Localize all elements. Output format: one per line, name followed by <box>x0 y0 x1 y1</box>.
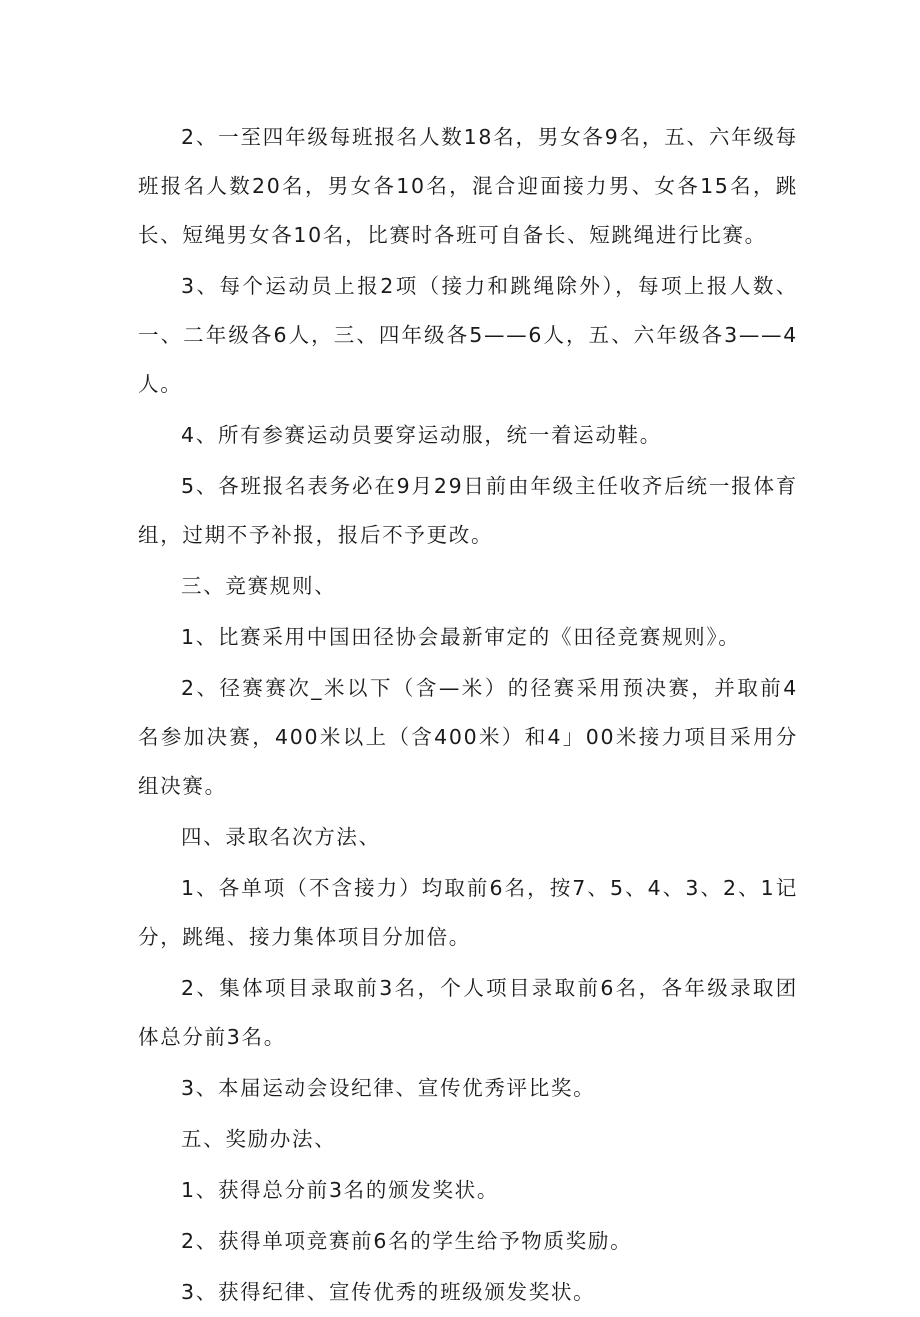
document-body <box>138 113 798 1317</box>
paragraph-deadline: 5、各班报名表务必在9月29日前由年级主任收齐后统一报体育组，过期不予补报，报后不予更改。 <box>138 474 798 547</box>
paragraph-awards-1: 1、获得总分前3名的颁发奖状。 <box>181 1178 500 1202</box>
paragraph-rules-1: 1、比赛采用中国田径协会最新审定的《田径竞赛规则》。 <box>181 625 741 649</box>
paragraph-awards-3: 3、获得纪律、宣传优秀的班级颁发奖状。 <box>181 1280 596 1304</box>
paragraph-awards-2: 2、获得单项竞赛前6名的学生给予物质奖励。 <box>181 1229 633 1253</box>
paragraph-rules-2: 2、径赛赛次_米以下（含—米）的径赛采用预决赛，并取前4名参加决赛，400米以上（含400米）和4」00米接力项目采用分组决赛。 <box>138 676 798 798</box>
paragraph-ranking-1: 1、各单项（不含接力）均取前6名，按7、5、4、3、2、1记分，跳绳、接力集体项目分加倍。 <box>138 876 798 949</box>
paragraph-events-per-athlete: 3、每个运动员上报2项（接力和跳绳除外），每项上报人数、一、二年级各6人，三、四年级各5——6人，五、六年级各3——4人。 <box>138 274 798 396</box>
paragraph-ranking-2: 2、集体项目录取前3名，个人项目录取前6名，各年级录取团体总分前3名。 <box>138 976 798 1049</box>
section-heading-awards: 五、奖励办法、 <box>181 1127 337 1151</box>
paragraph-registration-numbers: 2、一至四年级每班报名人数18名，男女各9名，五、六年级每班报名人数20名，男女各10名，混合迎面接力男、女各15名，跳长、短绳男女各10名，比赛时各班可自备长、短跳绳进行比赛。 <box>138 125 798 247</box>
section-heading-rules: 三、竞赛规则、 <box>181 574 337 598</box>
section-heading-ranking: 四、录取名次方法、 <box>181 825 381 849</box>
paragraph-ranking-3: 3、本届运动会设纪律、宣传优秀评比奖。 <box>181 1076 596 1100</box>
paragraph-uniform: 4、所有参赛运动员要穿运动服，统一着运动鞋。 <box>181 423 662 447</box>
